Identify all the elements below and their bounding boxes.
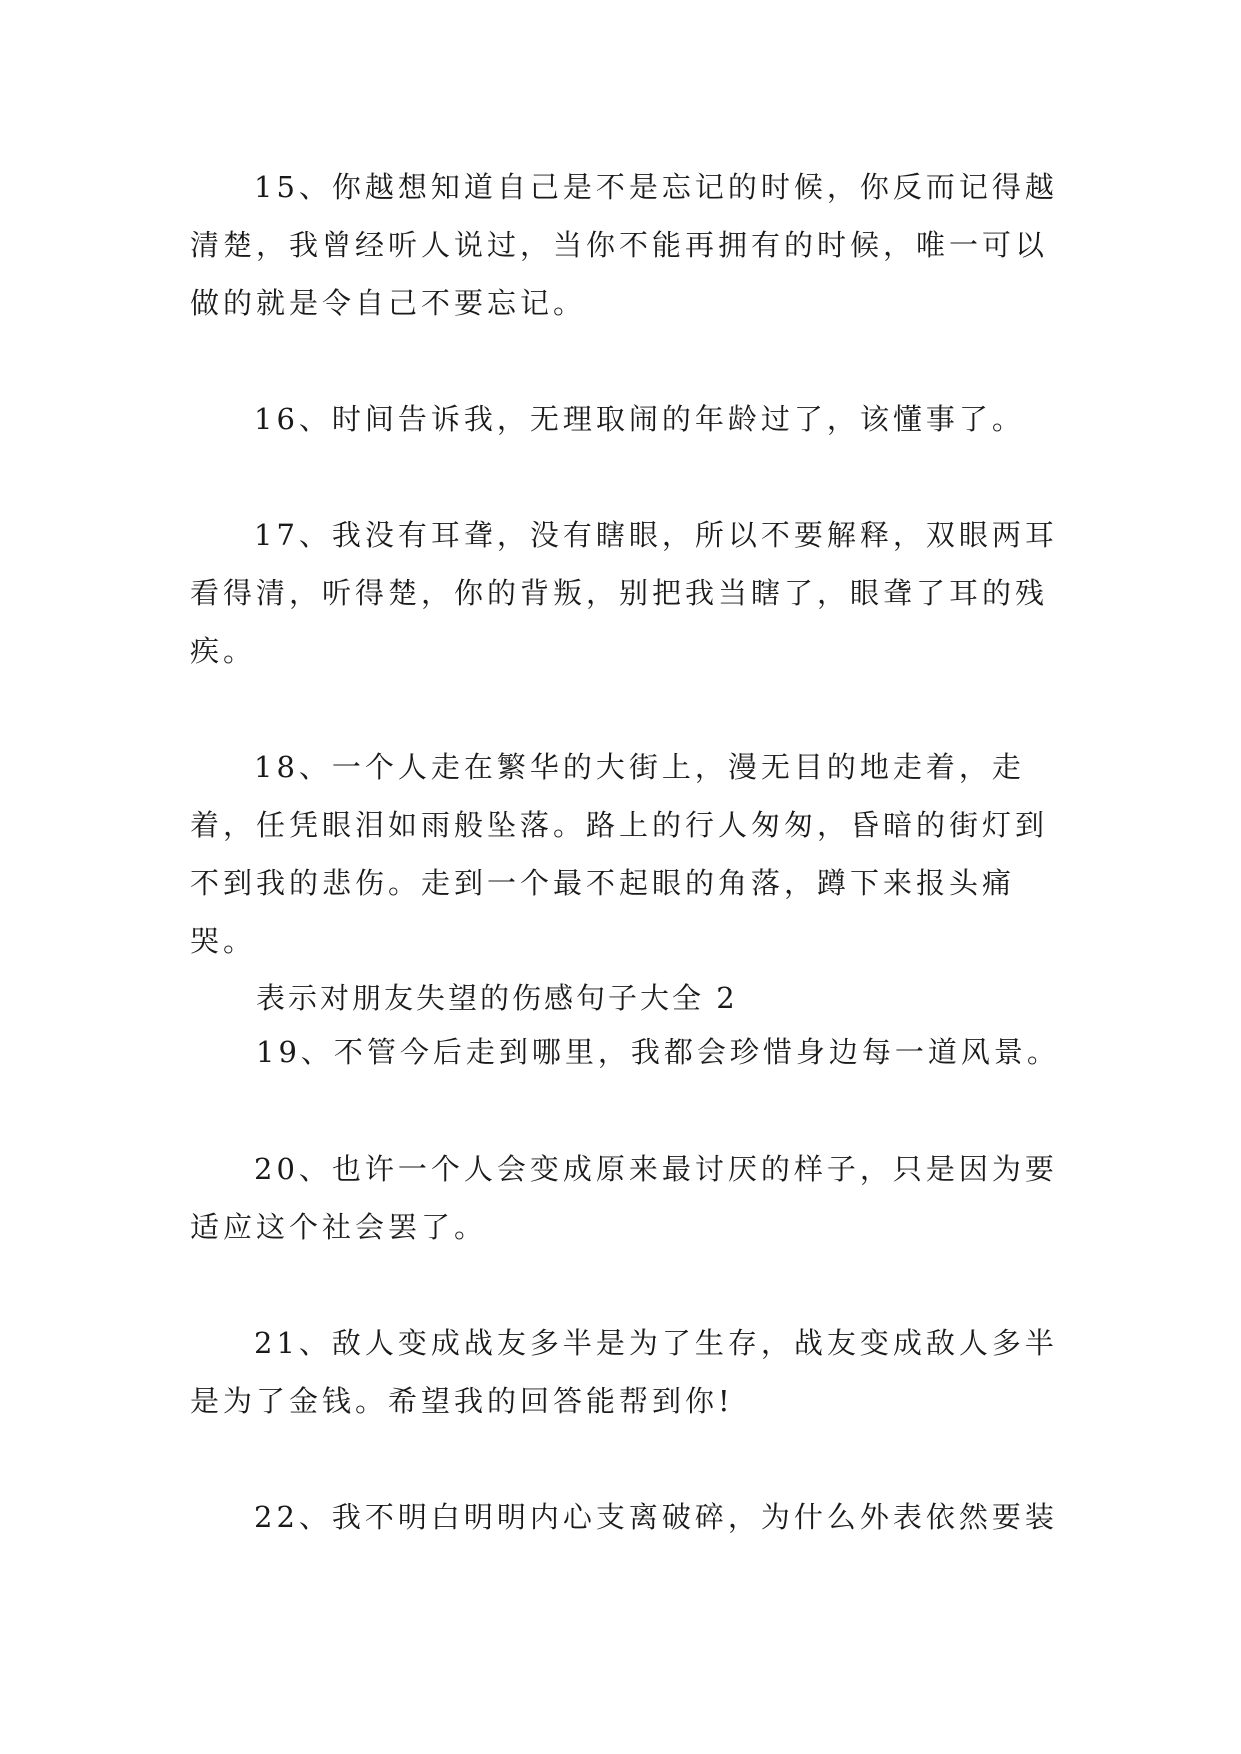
paragraph-16: 16、时间告诉我，无理取闹的年龄过了，该懂事了。 bbox=[254, 402, 1025, 436]
paragraph-15: 15、你越想知道自己是不是忘记的时候，你反而记得越清楚，我曾经听人说过，当你不能再拥有的时候，唯一可以做的就是令自己不要忘记。 bbox=[190, 170, 1058, 320]
paragraph-17: 17、我没有耳聋，没有瞎眼，所以不要解释，双眼两耳看得清，听得楚，你的背叛，别把我当瞎了，眼聋了耳的残疾。 bbox=[190, 518, 1058, 668]
paragraph-20: 20、也许一个人会变成原来最讨厌的样子，只是因为要适应这个社会罢了。 bbox=[190, 1152, 1058, 1244]
paragraph-19: 19、不管今后走到哪里，我都会珍惜身边每一道风景。 bbox=[256, 1035, 1060, 1069]
paragraph-21: 21、敌人变成战友多半是为了生存，战友变成敌人多半是为了金钱。希望我的回答能帮到你! bbox=[190, 1326, 1058, 1418]
paragraph-18: 18、一个人走在繁华的大街上，漫无目的地走着，走着，任凭眼泪如雨般坠落。路上的行人匆匆，昏暗的街灯到不到我的悲伤。走到一个最不起眼的角落，蹲下来报头痛哭。 bbox=[190, 750, 1049, 958]
paragraph-22: 22、我不明白明明内心支离破碎，为什么外表依然要装 bbox=[254, 1500, 1058, 1534]
section-heading: 表示对朋友失望的伤感句子大全 2 bbox=[256, 981, 738, 1015]
